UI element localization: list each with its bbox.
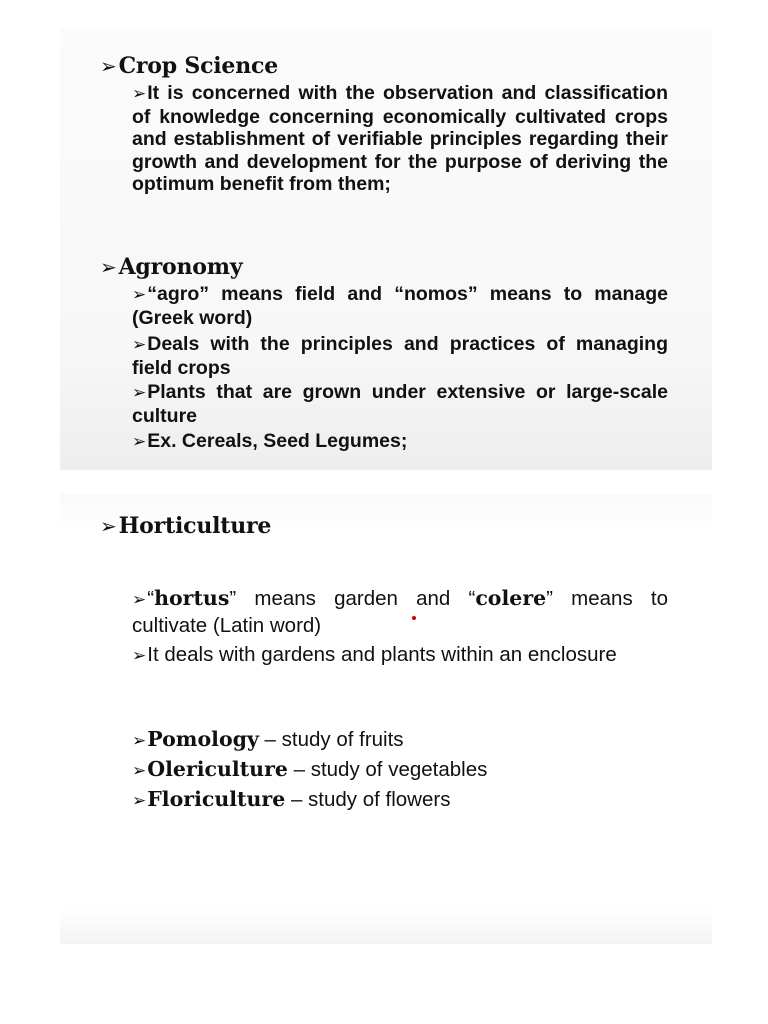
arrowhead-bullet-icon: ➢ [132,791,147,811]
term-colere: colere [475,586,547,610]
arrowhead-bullet-icon: ➢ [132,335,147,355]
bullet-agronomy-examples: ➢Ex. Cereals, Seed Legumes; [132,430,408,452]
heading-horticulture: ➢Horticulture [100,513,272,539]
term-hortus: hortus [154,586,230,610]
arrowhead-bullet-icon: ➢ [132,731,147,751]
arrowhead-bullet-icon: ➢ [132,285,147,305]
bullet-agronomy-principles: ➢Deals with the principles and practices of managing field crops [132,333,668,379]
heading-agronomy: ➢Agronomy [100,254,243,280]
heading-crop-science: ➢Crop Science [100,53,279,79]
slide-horticulture [60,494,712,944]
bullet-horticulture-etymology: ➢“hortus” means garden and “colere” means to cultivate (Latin word) [132,586,668,637]
arrowhead-bullet-icon: ➢ [132,590,147,610]
arrowhead-bullet-icon: ➢ [100,514,117,538]
annotation-dot [412,616,416,620]
arrowhead-bullet-icon: ➢ [132,84,147,104]
bullet-crop-science-definition: ➢It is concerned with the observation and classification of knowledge concerning economically cultivated crops and establishment of verifiable principles regarding their growth and development for the purpose of deriving the optimum benefit from them; [132,82,668,195]
arrowhead-bullet-icon: ➢ [132,432,147,452]
slide-crop-science-agronomy [60,28,712,470]
arrowhead-bullet-icon: ➢ [132,646,147,666]
list-item-olericulture: ➢Olericulture – study of vegetables [132,757,668,784]
arrowhead-bullet-icon: ➢ [132,761,147,781]
bullet-agronomy-etymology: ➢“agro” means field and “nomos” means to manage (Greek word) [132,283,668,329]
bullet-agronomy-culture: ➢Plants that are grown under extensive or large-scale culture [132,381,668,427]
arrowhead-bullet-icon: ➢ [100,54,117,78]
bullet-horticulture-enclosure: ➢It deals with gardens and plants within an enclosure [132,642,668,669]
arrowhead-bullet-icon: ➢ [132,383,147,403]
list-item-pomology: ➢Pomology – study of fruits [132,727,668,754]
list-item-floriculture: ➢Floriculture – study of flowers [132,787,668,814]
arrowhead-bullet-icon: ➢ [100,255,117,279]
